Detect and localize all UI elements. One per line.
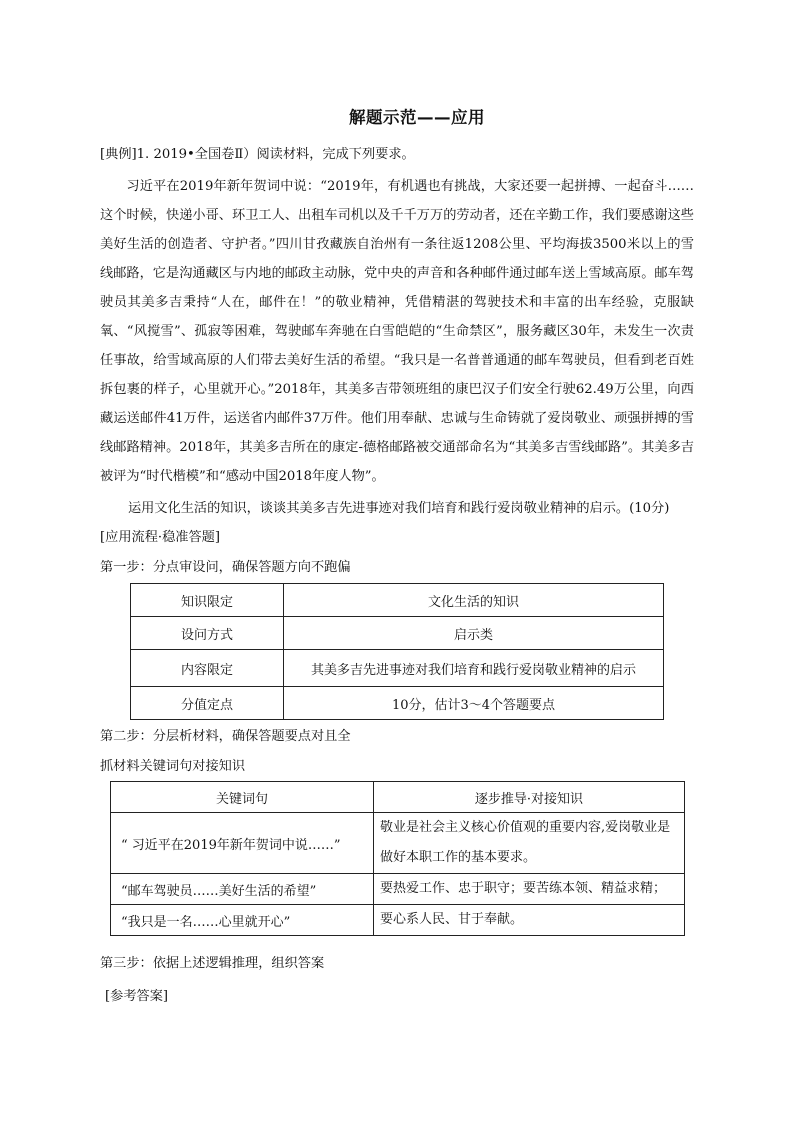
step-two-subheading: 抓材料关键词句对接知识	[100, 759, 246, 774]
table-cell: 敬业是社会主义核心价值观的重要内容,爱岗敬业是做好本职工作的基本要求。	[374, 813, 685, 874]
table-row	[111, 905, 685, 936]
example-header: [典例]1. 2019•全国卷Ⅱ）阅读材料，完成下列要求。	[100, 147, 415, 162]
keyword-knowledge-table	[110, 781, 685, 936]
table-cell: 内容限定	[131, 650, 284, 687]
table-cell: 要心系人民、甘于奉献。	[374, 905, 685, 936]
table-row	[131, 617, 664, 650]
table-cell: 知识限定	[131, 584, 284, 617]
table-cell: 要热爱工作、忠于职守；要苦练本领、精益求精；	[374, 874, 685, 905]
table-row	[111, 813, 685, 874]
table-cell: 其美多吉先进事迹对我们培育和践行爱岗敬业精神的启示	[284, 650, 664, 687]
process-label: [应用流程·稳准答题]	[100, 530, 220, 545]
question-analysis-table	[130, 583, 664, 720]
table-row	[131, 687, 664, 720]
table-cell: 分值定点	[131, 687, 284, 720]
table-cell: “ 习近平在2019年新年贺词中说……”	[111, 813, 374, 874]
table-header-row	[111, 782, 685, 813]
table-row	[131, 650, 664, 687]
table-cell: “邮车驾驶员……美好生活的希望”	[111, 874, 374, 905]
answer-label: [参考答案]	[105, 989, 169, 1004]
page-title: 解题示范——应用	[349, 108, 485, 127]
material-paragraph: 习近平在2019年新年贺词中说：“2019年，有机遇也有挑战，大家还要一起拼搏、一起奋斗……这个时候，快递小哥、环卫工人、出租车司机以及千千万万的劳动者，还在辛勤工作，我们要感谢这些美好生活的创造者、守护者。”四川甘孜藏族自治州有一条往返1208公里、平均海拔3500米以上的雪线邮路，它是沟通藏区与内地的邮政主动脉，党中央的声音和各种邮件通过邮车送上雪域高原。邮车驾驶员其美多吉秉持“人在，邮件在！”的敬业精神，凭借精湛的驾驶技术和丰富的出车经验，克服缺氧、“风搅雪”、孤寂等困难，驾驶邮车奔驰在白雪皑皑的“生命禁区”，服务藏区30年，未发生一次责任事故，给雪域高原的人们带去美好生活的希望。“我只是一名普普通通的邮车驾驶员，但看到老百姓拆包裹的样子，心里就开心。”2018年，其美多吉带领班组的康巴汉子们安全行驶62.49万公里，向西藏运送邮件41万件，运送省内邮件37万件。他们用奉献、忠诚与生命铸就了爱岗敬业、顽强拼搏的雪线邮路精神。2018年，其美多吉所在的康定-德格邮路被交通部命名为“其美多吉雪线邮路”。其美多吉被评为“时代楷模”和“感动中国2018年度人物”。	[100, 179, 694, 484]
question-text: 运用文化生活的知识，谈谈其美多吉先进事迹对我们培育和践行爱岗敬业精神的启示。(10分)	[128, 501, 670, 516]
table-cell: 文化生活的知识	[284, 584, 664, 617]
table-row	[111, 874, 685, 905]
table-cell: 10分，估计3～4个答题要点	[284, 687, 664, 720]
step-two-heading: 第二步：分层析材料，确保答题要点对且全	[100, 729, 351, 744]
step-three-heading: 第三步：依据上述逻辑推理，组织答案	[100, 956, 325, 971]
table-cell: 设问方式	[131, 617, 284, 650]
table-cell: “我只是一名……心里就开心”	[111, 905, 374, 936]
table-row	[131, 584, 664, 617]
step-one-heading: 第一步：分点审设问，确保答题方向不跑偏	[100, 560, 351, 575]
table-cell: 启示类	[284, 617, 664, 650]
column-header: 关键词句	[111, 782, 374, 813]
column-header: 逐步推导·对接知识	[374, 782, 685, 813]
